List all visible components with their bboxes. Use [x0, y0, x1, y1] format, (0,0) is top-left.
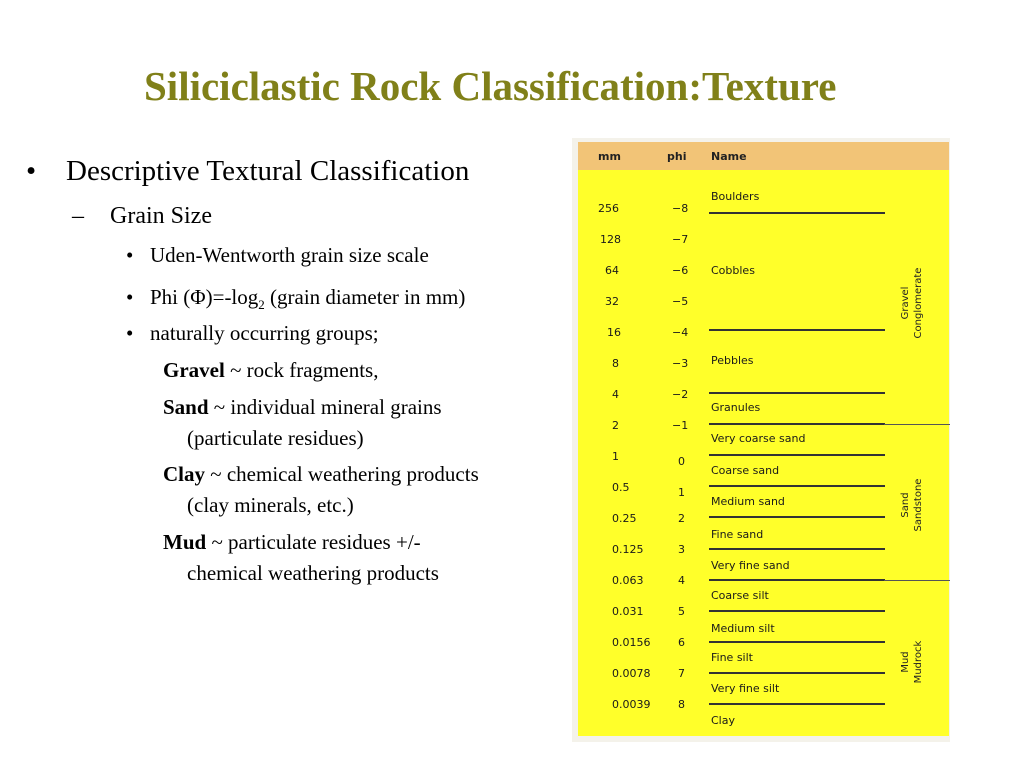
- group-definition: ~ chemical weathering products: [205, 462, 479, 486]
- mm-value: 0.5: [612, 481, 630, 494]
- mm-value: 128: [600, 233, 621, 246]
- class-boundary-line: [709, 454, 885, 456]
- group-label-line: Sand: [900, 492, 911, 518]
- phi-value: −7: [672, 233, 689, 246]
- group-definition-cont: (clay minerals, etc.): [187, 493, 354, 517]
- phi-value: −2: [672, 388, 689, 401]
- class-boundary-line: [709, 392, 885, 394]
- class-name: Fine silt: [711, 651, 753, 664]
- group-sand: [163, 392, 442, 454]
- group-label-line: Gravel: [900, 286, 911, 320]
- bullet-text: Grain Size: [110, 203, 212, 229]
- group-term: Mud: [163, 530, 207, 554]
- bullet-mark: •: [126, 321, 134, 345]
- class-boundary-line: [709, 423, 885, 425]
- group-label-mud: [899, 627, 929, 697]
- class-name: Cobbles: [711, 264, 755, 277]
- bullet-mark: •: [126, 285, 134, 309]
- phi-value: −3: [672, 357, 689, 370]
- class-name: Coarse sand: [711, 464, 780, 477]
- group-term: Gravel: [163, 358, 225, 382]
- phi-subscript: 2: [258, 297, 265, 313]
- class-name: Clay: [711, 714, 735, 727]
- class-name: Medium sand: [711, 495, 785, 508]
- group-clay: [163, 459, 479, 521]
- group-separator: [884, 580, 950, 581]
- class-name: Medium silt: [711, 622, 775, 635]
- class-name: Granules: [711, 401, 761, 414]
- group-label-gravel: [899, 253, 929, 353]
- group-label-sand: [899, 470, 929, 540]
- class-name: Very fine silt: [711, 682, 780, 695]
- class-name: Coarse silt: [711, 589, 769, 602]
- group-label-line: Mud: [900, 651, 911, 673]
- class-name: Fine sand: [711, 528, 764, 541]
- group-separator: [884, 424, 950, 425]
- class-boundary-line: [709, 703, 885, 705]
- mm-value: 4: [612, 388, 619, 401]
- bullet-wentworth: [126, 243, 429, 268]
- class-boundary-line: [709, 516, 885, 518]
- class-name: Boulders: [711, 190, 760, 203]
- group-definition: ~ rock fragments,: [224, 358, 379, 382]
- header-mm: mm: [598, 150, 621, 163]
- header-phi: phi: [667, 150, 687, 163]
- phi-value: 2: [678, 512, 685, 525]
- bullet-mark: •: [126, 243, 134, 267]
- phi-value: 5: [678, 605, 685, 618]
- class-boundary-line: [709, 672, 885, 674]
- phi-value: 1: [678, 486, 685, 499]
- bullet-naturally-occurring: [126, 321, 379, 346]
- mm-value: 0.031: [612, 605, 644, 618]
- group-label-line: Mudrock: [913, 640, 924, 684]
- header-name: Name: [711, 150, 747, 163]
- table-header-bar: [578, 142, 949, 170]
- bullet-grain-size: [72, 203, 212, 230]
- mm-value: 256: [598, 202, 619, 215]
- phi-value: 6: [678, 636, 685, 649]
- phi-value: −5: [672, 295, 689, 308]
- phi-value: −6: [672, 264, 689, 277]
- dash-mark: –: [72, 203, 84, 229]
- slide-title: Siliciclastic Rock Classification:Texture: [144, 63, 837, 109]
- group-definition: ~ individual mineral grains: [208, 395, 442, 419]
- mm-value: 0.0156: [612, 636, 651, 649]
- mm-value: 0.25: [612, 512, 637, 525]
- phi-value: −4: [672, 326, 689, 339]
- mm-value: 64: [605, 264, 619, 277]
- class-boundary-line: [709, 329, 885, 331]
- group-definition: ~ particulate residues +/-: [206, 530, 421, 554]
- group-label-line: Sandstone: [913, 478, 924, 532]
- mm-value: 0.0078: [612, 667, 651, 680]
- group-gravel: [163, 355, 378, 386]
- mm-value: 0.0039: [612, 698, 651, 711]
- mm-value: 8: [612, 357, 619, 370]
- phi-value: −1: [672, 419, 689, 432]
- phi-value: 4: [678, 574, 685, 587]
- class-name: Very coarse sand: [711, 432, 806, 445]
- mm-value: 0.063: [612, 574, 644, 587]
- phi-value: 8: [678, 698, 685, 711]
- mm-value: 1: [612, 450, 619, 463]
- phi-value: 7: [678, 667, 685, 680]
- table-body: [578, 170, 949, 736]
- group-definition-cont: (particulate residues): [187, 426, 364, 450]
- mm-value: 16: [607, 326, 621, 339]
- bullet-mark: •: [26, 155, 37, 187]
- group-term: Sand: [163, 395, 209, 419]
- bullet-text: naturally occurring groups;: [150, 321, 379, 345]
- mm-value: 32: [605, 295, 619, 308]
- group-term: Clay: [163, 462, 205, 486]
- class-boundary-line: [709, 641, 885, 643]
- bullet-text: Descriptive Textural Classification: [66, 155, 470, 187]
- phi-value: 3: [678, 543, 685, 556]
- class-boundary-line: [709, 610, 885, 612]
- class-name: Very fine sand: [711, 559, 790, 572]
- phi-prefix: Phi (Φ)=-log: [150, 285, 259, 309]
- bullet-phi-formula: [126, 285, 465, 313]
- class-boundary-line: [709, 485, 885, 487]
- class-name: Pebbles: [711, 354, 754, 367]
- class-boundary-line: [709, 548, 885, 550]
- phi-value: 0: [678, 455, 685, 468]
- group-label-line: Conglomerate: [913, 267, 924, 339]
- bullet-descriptive-textural: [26, 155, 469, 188]
- phi-suffix: (grain diameter in mm): [264, 285, 466, 309]
- group-mud: [163, 527, 439, 589]
- phi-value: −8: [672, 202, 689, 215]
- bullet-text: Uden-Wentworth grain size scale: [150, 243, 429, 267]
- group-definition-cont: chemical weathering products: [187, 561, 439, 585]
- class-boundary-line: [709, 212, 885, 214]
- mm-value: 2: [612, 419, 619, 432]
- class-boundary-line: [709, 579, 885, 581]
- mm-value: 0.125: [612, 543, 644, 556]
